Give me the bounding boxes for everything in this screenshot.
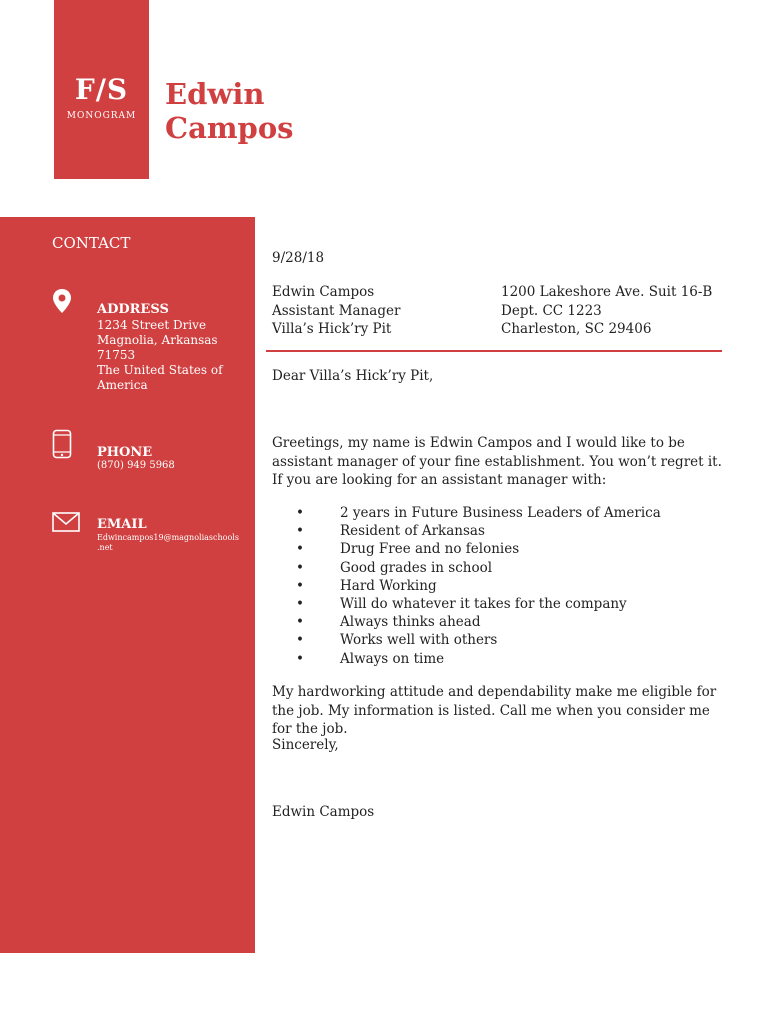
- bullet: •: [296, 650, 304, 667]
- recipient-block: [501, 283, 712, 339]
- monogram-initials: F/S: [74, 73, 129, 106]
- list-item-text: Good grades in school: [340, 559, 493, 576]
- bullet: •: [296, 577, 304, 594]
- recipient-line: 1200 Lakeshore Ave. Suit 16-B: [501, 284, 713, 300]
- list-item-text: Resident of Arkansas: [340, 523, 485, 540]
- last-name: Campos: [165, 111, 294, 145]
- address-label: ADDRESS: [97, 302, 169, 317]
- salutation: Dear Villa’s Hick’ry Pit,: [272, 368, 434, 384]
- monogram-label: MONOGRAM: [66, 111, 137, 121]
- bullet: •: [296, 541, 304, 558]
- email-line: Edwincampos19@magnoliaschools: [97, 533, 239, 542]
- email-line: .net: [97, 543, 113, 552]
- list-item-text: Drug Free and no felonies: [340, 541, 520, 558]
- closing-paragraph: My hardworking attitude and dependability make me eligible for the job. My information is listed. Call me when you consider me for the job.: [272, 684, 717, 737]
- bullet: •: [296, 505, 304, 521]
- recipient-line: Dept. CC 1223: [501, 302, 602, 319]
- bullet: •: [296, 523, 304, 540]
- location-pin-icon: [52, 288, 72, 318]
- sender-block: [272, 283, 400, 339]
- letter-date: 9/28/18: [272, 250, 325, 266]
- contact-heading: CONTACT: [52, 234, 131, 252]
- contact-sidebar: [0, 217, 255, 953]
- address-line: 1234 Street Drive: [97, 318, 207, 332]
- address-value: [97, 318, 247, 393]
- list-item-text: Always on time: [340, 650, 445, 667]
- address-line: The United States of: [97, 363, 223, 377]
- bullet: •: [296, 632, 304, 649]
- sender-line: Edwin Campos: [272, 284, 375, 300]
- address-line: Magnolia, Arkansas: [97, 333, 218, 347]
- list-item-text: Will do whatever it takes for the company: [340, 595, 627, 612]
- address-line: America: [97, 378, 148, 392]
- first-name: Edwin: [165, 77, 265, 111]
- sender-line: Villa’s Hick’ry Pit: [272, 321, 392, 337]
- signature-name: Edwin Campos: [272, 804, 375, 820]
- address-line: 71753: [97, 348, 136, 362]
- email-label: EMAIL: [97, 517, 147, 532]
- bullet: •: [296, 559, 304, 576]
- bullet: •: [296, 614, 304, 631]
- list-item-text: 2 years in Future Business Leaders of America: [340, 505, 661, 521]
- mobile-phone-icon: [52, 429, 72, 463]
- phone-value: (870) 949 5968: [97, 460, 175, 471]
- list-item-text: Hard Working: [340, 577, 437, 594]
- recipient-line: Charleston, SC 29406: [501, 321, 652, 337]
- monogram-block: [54, 0, 149, 179]
- list-item-text: Works well with others: [340, 632, 498, 649]
- email-value: [97, 533, 245, 553]
- sender-line: Assistant Manager: [272, 302, 401, 319]
- signoff: Sincerely,: [272, 737, 339, 753]
- envelope-icon: [52, 512, 80, 536]
- applicant-name: [165, 77, 294, 145]
- list-item-text: Always thinks ahead: [340, 614, 481, 631]
- bullet: •: [296, 595, 304, 612]
- intro-paragraph: Greetings, my name is Edwin Campos and I would like to be assistant manager of your fine establishment. You won’t regret it. If you are looking for an assistant manager with:: [272, 435, 722, 488]
- header-divider: [266, 350, 722, 352]
- phone-label: PHONE: [97, 445, 153, 460]
